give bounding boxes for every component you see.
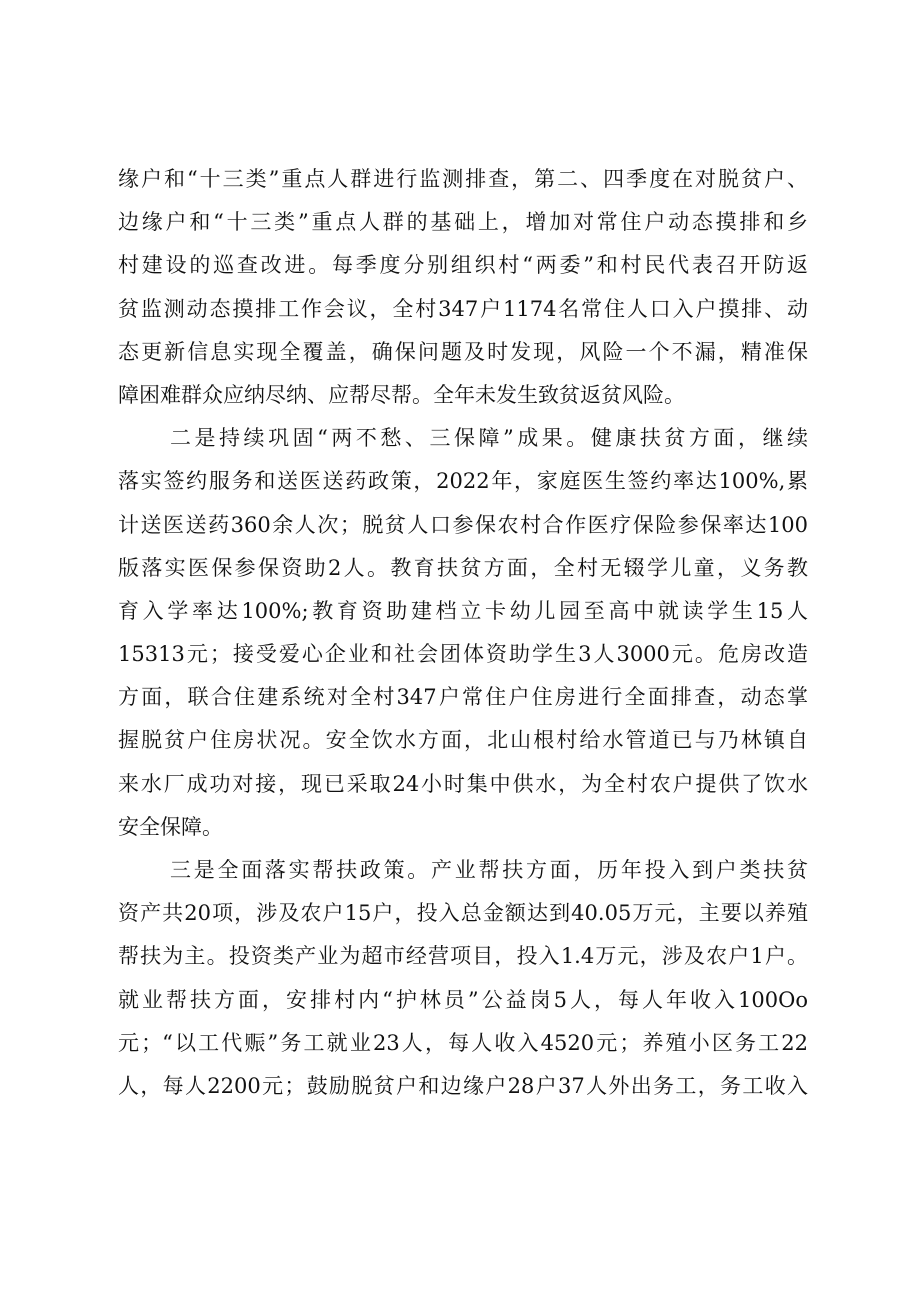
text-line: 计送医送药360余人次；脱贫人口参保农村合作医疗保险参保率达100: [118, 512, 808, 537]
text-line: 贫监测动态摸排工作会议，全村347户1174名常住人口入户摸排、动: [118, 296, 808, 321]
text-line: 育入学率达100%;教育资助建档立卡幼儿园至高中就读学生15人: [118, 598, 808, 623]
text-line: 人，每人2200元；鼓励脱贫户和边缘户28户37人外出务工，务工收入: [118, 1073, 808, 1098]
text-line: 二是持续巩固“两不愁、三保障”成果。健康扶贫方面，继续: [170, 426, 808, 451]
text-line: 障困难群众应纳尽纳、应帮尽帮。全年未发生致贫返贫风险。: [118, 382, 685, 407]
text-line: 版落实医保参保资助2人。教育扶贫方面，全村无辍学儿童，义务教: [118, 555, 808, 580]
text-line: 来水厂成功对接，现已采取24小时集中供水，为全村农户提供了饮水: [118, 771, 808, 796]
text-line: 帮扶为主。投资类产业为超市经营项目，投入1.4万元，涉及农户1户。: [118, 944, 808, 969]
text-line: 村建设的巡查改进。每季度分别组织村“两委”和村民代表召开防返: [118, 253, 808, 278]
text-line: 方面，联合住建系统对全村347户常住户住房进行全面排查，动态掌: [118, 685, 808, 710]
text-line: 就业帮扶方面，安排村内“护林员”公益岗5人，每人年收入100Oo: [118, 987, 808, 1012]
text-line: 态更新信息实现全覆盖，确保问题及时发现，风险一个不漏，精准保: [118, 339, 808, 364]
text-line: 15313元；接受爱心企业和社会团体资助学生3人3000元。危房改造: [118, 642, 808, 667]
document-body: [118, 158, 808, 1108]
text-line: 三是全面落实帮扶政策。产业帮扶方面，历年投入到户类扶贫: [170, 858, 808, 882]
text-line: 资产共20项，涉及农户15户，投入总金额达到40.05万元，主要以养殖: [118, 901, 808, 926]
text-line: 缘户和“十三类”重点人群进行监测排查，第二、四季度在对脱贫户、: [118, 167, 808, 191]
text-line: 安全保障。: [118, 814, 223, 839]
text-line: 落实签约服务和送医送药政策，2022年，家庭医生签约率达100%,累: [118, 469, 808, 494]
text-line: 握脱贫户住房状况。安全饮水方面，北山根村给水管道已与乃林镇自: [118, 728, 808, 753]
text-line: 边缘户和“十三类”重点人群的基础上，增加对常住户动态摸排和乡: [118, 210, 808, 235]
text-line: 元；“以工代赈”务工就业23人，每人收入4520元；养殖小区务工22: [118, 1030, 808, 1055]
